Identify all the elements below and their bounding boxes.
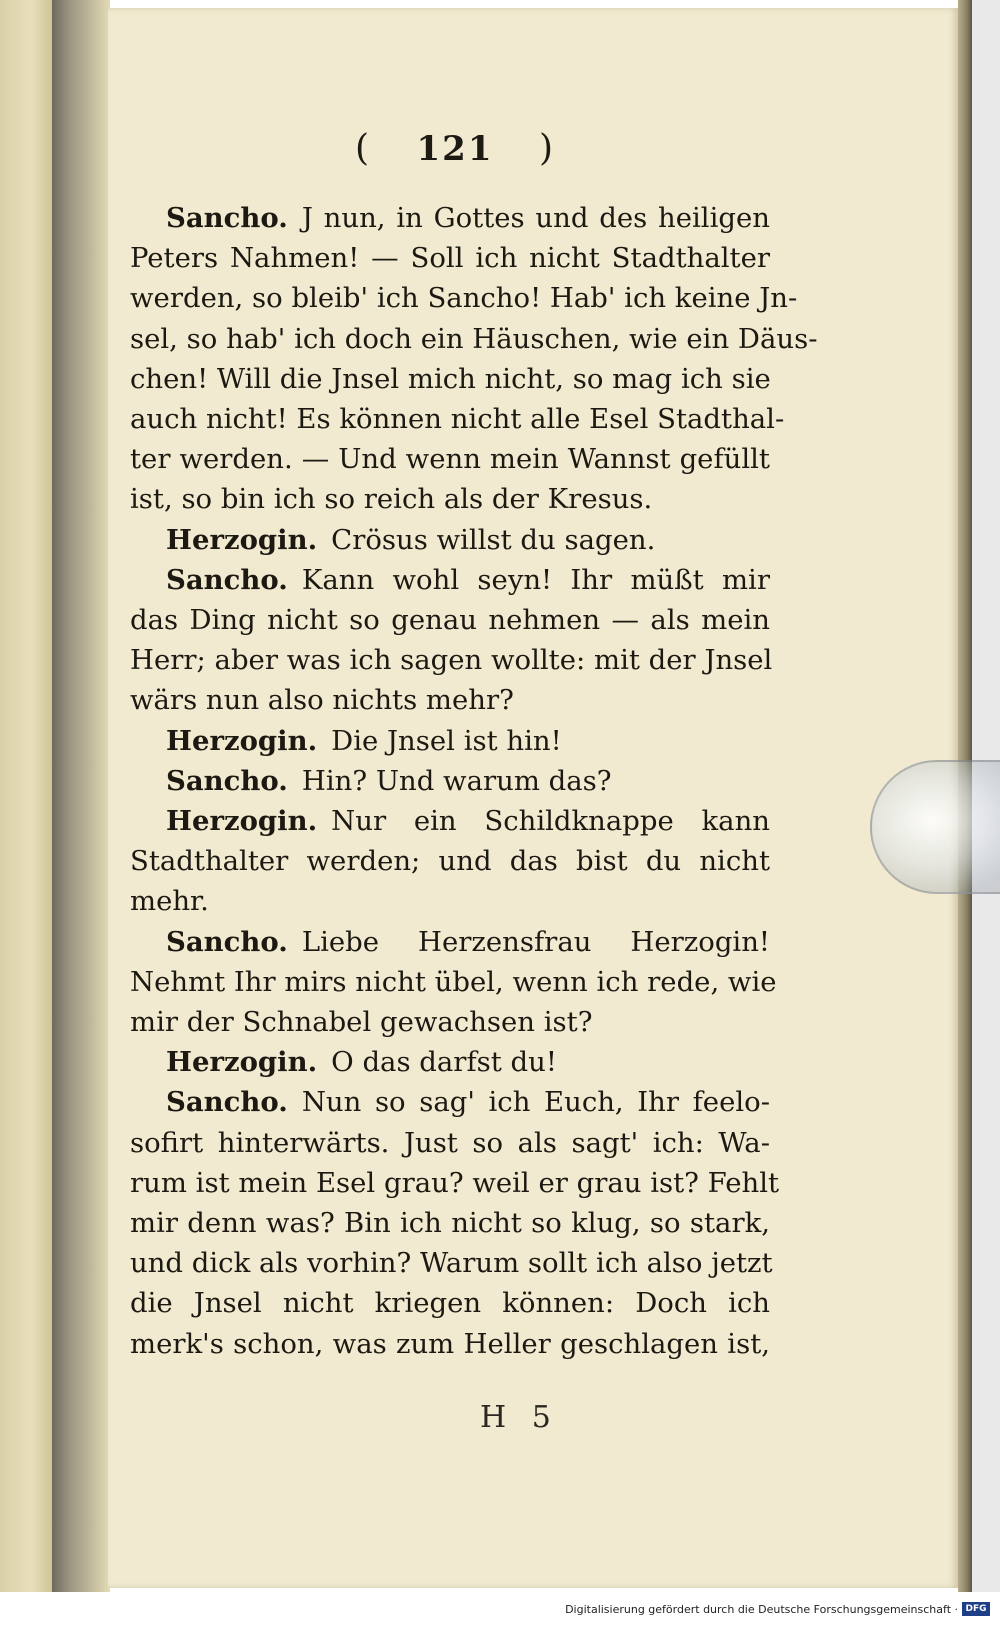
- line-text: Crösus willst du sagen.: [331, 523, 656, 556]
- text-line: [130, 1002, 770, 1042]
- text-line: [130, 1042, 770, 1082]
- paren-open: (: [355, 128, 372, 169]
- speaker-name: Sancho.: [166, 563, 288, 596]
- text-line: [130, 439, 770, 479]
- text-line: [130, 278, 798, 318]
- line-text: werden, so bleib' ich Sancho! Hab' ich keine Jn-: [130, 282, 798, 315]
- text-line: [130, 1163, 780, 1203]
- book-clip: [870, 760, 1000, 894]
- line-text: O das darfst du!: [331, 1046, 557, 1079]
- paren-close: ): [538, 128, 555, 169]
- text-line: [130, 1123, 770, 1163]
- line-text: mehr.: [130, 885, 209, 918]
- text-line: [130, 520, 770, 560]
- line-text: Nun so sag' ich Euch, Ihr feelo-: [301, 1086, 770, 1119]
- speaker-name: Sancho.: [166, 925, 288, 958]
- line-text: rum ist mein Esel grau? weil er grau ist? Fehlt: [130, 1166, 780, 1199]
- speaker-name: Sancho.: [166, 1086, 288, 1119]
- text-line: [130, 198, 770, 238]
- line-text: sel, so hab' ich doch ein Häuschen, wie ein Däus-: [130, 322, 818, 355]
- text-line: [130, 399, 785, 439]
- line-text: und dick als vorhin? Warum sollt ich also jetzt: [130, 1247, 773, 1280]
- facing-page-edge: [0, 0, 52, 1592]
- speaker-name: Herzogin.: [166, 523, 318, 556]
- text-line: [130, 600, 770, 640]
- line-text: Nur ein Schildknappe kann: [331, 805, 770, 838]
- line-text: J nun, in Gottes und des heiligen: [301, 202, 770, 234]
- text-line: [130, 962, 777, 1002]
- text-line: [130, 881, 770, 921]
- text-line: [130, 1324, 770, 1364]
- dfg-credit: Digitalisierung gefördert durch die Deutsche Forschungsgemeinschaft ·: [565, 1603, 958, 1616]
- line-text: ist, so bin ich so reich als der Kresus.: [130, 483, 653, 516]
- line-text: Herr; aber was ich sagen wollte: mit der Jnsel: [130, 644, 773, 677]
- text-line: [130, 319, 818, 359]
- text-line: [130, 841, 770, 881]
- text-line: [130, 922, 770, 962]
- line-text: die Jnsel nicht kriegen können: Doch ich: [130, 1287, 770, 1320]
- text-line: [130, 479, 770, 519]
- text-line: [130, 560, 770, 600]
- line-text: Stadthalter werden; und das bist du nicht: [130, 845, 770, 878]
- dfg-logo: DFG: [962, 1602, 990, 1616]
- line-text: sofirt hinterwärts. Just so als sagt' ich: Wa-: [130, 1126, 770, 1159]
- line-text: mir der Schnabel gewachsen ist?: [130, 1006, 593, 1039]
- text-line: [130, 1203, 770, 1243]
- line-text: Liebe Herzensfrau Herzogin!: [301, 925, 770, 958]
- page-number: 121: [416, 128, 494, 169]
- line-text: chen! Will die Jnsel mich nicht, so mag ich sie: [130, 362, 771, 395]
- line-text: Nehmt Ihr mirs nicht übel, wenn ich rede, wie: [130, 965, 777, 998]
- speaker-name: Herzogin.: [166, 1046, 318, 1079]
- line-text: Die Jnsel ist hin!: [331, 724, 562, 757]
- text-line: [130, 680, 770, 720]
- line-text: wärs nun also nichts mehr?: [130, 684, 514, 717]
- speaker-name: Herzogin.: [166, 805, 318, 838]
- book-gutter: [52, 0, 110, 1592]
- text-line: [130, 359, 770, 399]
- line-text: Kann wohl seyn! Ihr müßt mir: [301, 563, 770, 596]
- text-line: [130, 1243, 773, 1283]
- text-line: [130, 1082, 770, 1122]
- text-line: [130, 1283, 770, 1323]
- text-line: [130, 640, 773, 680]
- line-text: mir denn was? Bin ich nicht so klug, so stark,: [130, 1207, 770, 1240]
- line-text: merk's schon, was zum Heller geschlagen ist,: [130, 1327, 770, 1360]
- text-line: [130, 238, 770, 278]
- line-text: Peters Nahmen! — Soll ich nicht Stadthalter: [130, 242, 770, 275]
- speaker-name: Sancho.: [166, 202, 288, 234]
- line-text: ter werden. — Und wenn mein Wannst gefüllt: [130, 443, 770, 476]
- text-line: [130, 721, 770, 761]
- speaker-name: Sancho.: [166, 764, 288, 797]
- speaker-name: Herzogin.: [166, 724, 318, 757]
- body-text: [130, 198, 818, 1364]
- signature-mark: H 5: [480, 1400, 559, 1435]
- line-text: Hin? Und warum das?: [301, 764, 612, 797]
- line-text: auch nicht! Es können nicht alle Esel Stadthal-: [130, 403, 785, 436]
- text-line: [130, 761, 770, 801]
- text-line: [130, 801, 770, 841]
- line-text: das Ding nicht so genau nehmen — als mein: [130, 604, 770, 637]
- page-header: [355, 128, 555, 169]
